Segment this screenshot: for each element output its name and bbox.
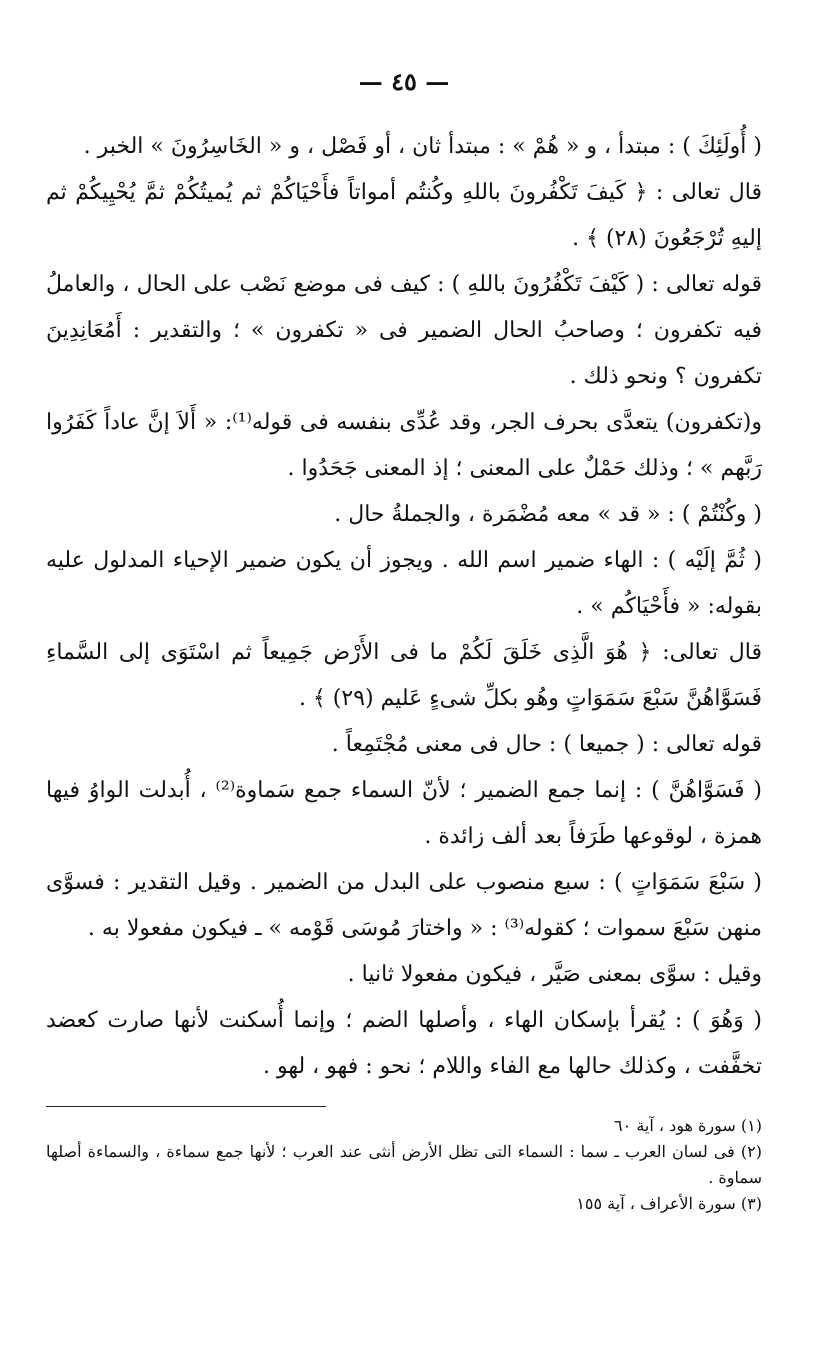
paragraph-7-verse: قال تعالى: ﴿ هُوَ الَّذِى خَلَقَ لَكُمْ ما فى الأَرْض جَمِيعاً ثم اسْتَوَى إلى السَّماءِ فَسَوَّاهُنَّ سَبْعَ سَمَوَاتٍ وهُو بكلِّ شىءٍ عَليم (٢٩) ﴾ . [46,640,762,711]
footnote-divider [46,1106,326,1107]
paragraph-9: ( فَسَوَّاهُنَّ ) : إنما جمع الضمير ؛ لأنّ السماء جمع سَماوة⁽²⁾ ، أُبدلت الواوُ فيها همزة ، لوقوعها طَرَفاً بعد ألف زائدة . [46,778,763,849]
footnote-2: (٢) فى لسان العرب ـ سما : السماء التى تظل الأرض أنثى عند العرب ؛ لأنها جمع سماءة ، والسماءة أصلها سماوة . [46,1142,762,1187]
paragraph-3: قوله تعالى : ( كَيْفَ تَكْفُرُونَ باللهِ ) : كيف فى موضع نَصْب على الحال ، والعاملُ فيه تكفرون ؛ وصاحبُ الحال الضمير فى « تكفرون » ؛ والتقدير : أَمُعَانِدِينَ تكفرون ؟ ونحو ذلك . [46,272,762,389]
paragraph-5: ( وكُنْتُمْ ) : « قد » معه مُضْمَرة ، والجملةُ حال . [334,502,762,527]
paragraph-6: ( ثُمَّ إلَيْه ) : الهاء ضمير اسم الله . ويجوز أن يكون ضمير الإحياء المدلول عليه بقوله: « فأَحْيَاكُم » . [46,548,762,619]
paragraph-12: ( وَهُوَ ) : يُقرأ بإسكان الهاء ، وأصلها الضم ؛ وإنما أُسكنت لأنها صارت كعضد تخفَّفت ، وكذلك حالها مع الفاء واللام ؛ نحو : فهو ، لهو . [46,1008,762,1079]
main-text [46,124,762,1090]
paragraph-4: و(تكفرون) يتعدَّى بحرف الجر، وقد عُدِّى بنفسه فى قوله⁽¹⁾: « أَلاَ إنَّ عاداً كَفَرُوا رَبَّهم » ؛ وذلك حَمْلٌ على المعنى ؛ إذ المعنى جَحَدُوا . [46,410,762,481]
paragraph-1: ( أُولَئِكَ ) : مبتدأ ، و « هُمْ » : مبتدأ ثان ، أو فَصْل ، و « الخَاسِرُونَ » الخبر . [83,134,762,159]
footnote-1: (١) سورة هود ، آية ٦٠ [614,1116,762,1135]
page-number: — ٤٥ — [358,67,450,96]
footnotes [46,1113,762,1217]
paragraph-2-verse: قال تعالى : ﴿ كَيفَ تَكْفُرونَ باللهِ وكُنتُم أمواتاً فأَحْيَاكُمْ ثم يُميتُكُمْ ثمَّ يُحْيِيكُمْ ثم إليهِ تُرْجَعُونَ (٢٨) ﴾ . [46,180,762,251]
paragraph-11: وقيل : سوَّى بمعنى صَيَّر ، فيكون مفعولا ثانيا . [347,962,762,987]
paragraph-8: قوله تعالى : ( جميعا ) : حال فى معنى مُجْتَمِعاً . [331,732,762,757]
paragraph-10: ( سَبْعَ سَمَوَاتٍ ) : سبع منصوب على البدل من الضمير . وقيل التقدير : فسوَّى منهن سَبْعَ سموات ؛ كقوله⁽³⁾ : « واختارَ مُوسَى قَوْمه » ـ فيكون مفعولا به . [46,870,762,941]
footnote-3: (٣) سورة الأعراف ، آية ١٥٥ [576,1194,762,1213]
